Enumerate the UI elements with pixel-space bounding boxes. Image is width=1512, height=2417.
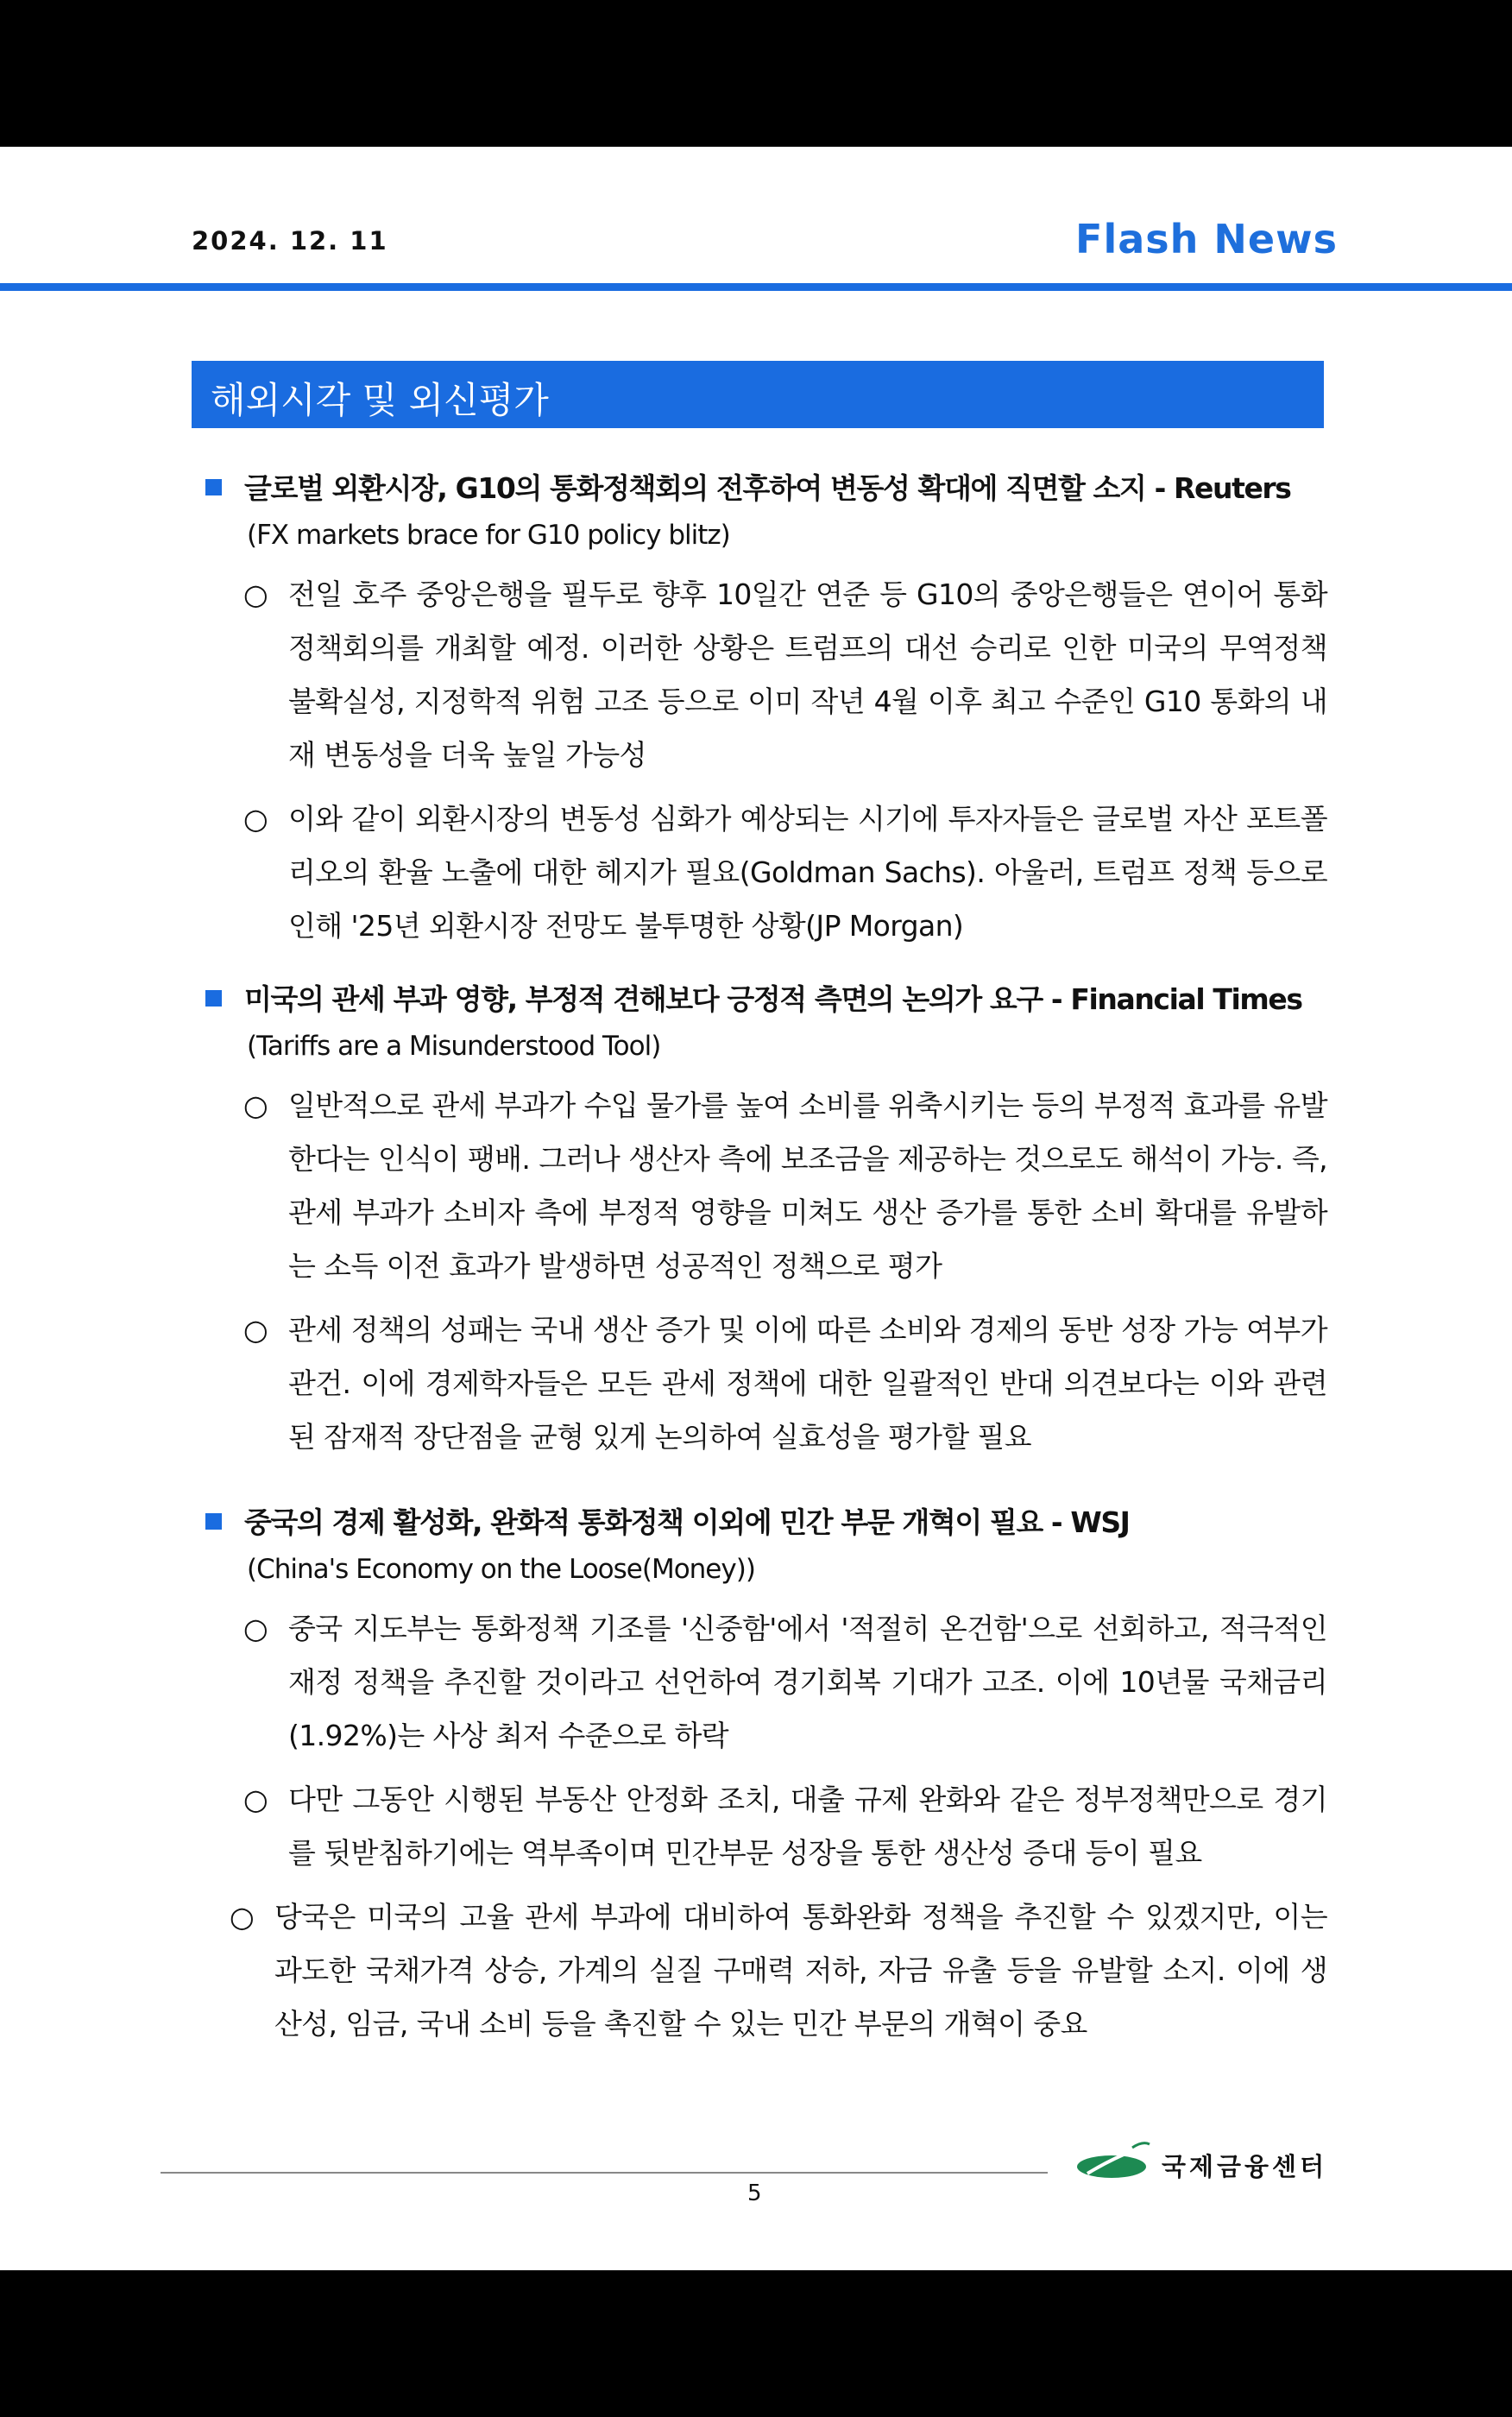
section-title: 해외시각 및 외신평가 [211, 379, 549, 421]
bullet-text: 당국은 미국의 고율 관세 부과에 대비하여 통화완화 정책을 추진할 수 있겠지만, 이는 과도한 국채가격 상승, 가계의 실질 구매력 저하, 자금 유출 등을 유발할 소지. 이에 생산성, 임금, 국내 소비 등을 촉진할 수 있는 민간 부문의 개혁이 중요 [274, 1900, 1327, 2041]
org-name: 국제금융센터 [1162, 2152, 1328, 2181]
bullet-item [243, 1079, 1327, 1293]
square-bullet-icon [205, 1513, 222, 1530]
bullet-text: 중국 지도부는 통화정책 기조를 '신중함'에서 '적절히 온건함'으로 선회하고, 적극적인 재정 정책을 추진할 것이라고 선언하여 경기회복 기대가 고조. 이에 10년물 국채금리(1.92%)는 사상 최저 수준으로 하락 [288, 1612, 1327, 1752]
topic-headline: 글로벌 외환시장, G10의 통화정책회의 전후하여 변동성 확대에 직면할 소지 - Reuters [205, 466, 1291, 507]
bullet-text: 다만 그동안 시행된 부동산 안정화 조치, 대출 규제 완화와 같은 정부정책만으로 경기를 뒷받침하기에는 역부족이며 민간부문 성장을 통한 생산성 증대 등이 필요 [288, 1783, 1327, 1870]
bullet-text: 전일 호주 중앙은행을 필두로 향후 10일간 연준 등 G10의 중앙은행들은 연이어 통화정책회의를 개최할 예정. 이러한 상황은 트럼프의 대선 승리로 인한 미국의 무역정책 불확실성, 지정학적 위험 고조 등으로 이미 작년 4월 이후 최고 수준인 G10 통화의 내재 변동성을 더욱 높일 가능성 [288, 577, 1327, 772]
topic-subtitle: (China's Economy on the Loose(Money)) [247, 1554, 755, 1585]
circle-bullet-icon: ○ [243, 1783, 268, 1816]
section-header [192, 361, 1324, 428]
document-page [0, 147, 1512, 2270]
topic-headline: 중국의 경제 활성화, 완화적 통화정책 이외에 민간 부문 개혁이 필요 - WSJ [205, 1500, 1130, 1541]
circle-bullet-icon: ○ [243, 1612, 268, 1645]
bullet-item [243, 1773, 1327, 1880]
bullet-item [243, 1602, 1327, 1763]
circle-bullet-icon: ○ [243, 577, 268, 611]
square-bullet-icon [205, 990, 222, 1007]
bullet-text: 관세 정책의 성패는 국내 생산 증가 및 이에 따른 소비와 경제의 동반 성장 가능 여부가 관건. 이에 경제학자들은 모든 관세 정책에 대한 일괄적인 반대 의견보다는 이와 관련된 잠재적 장단점을 균형 있게 논의하여 실효성을 평가할 필요 [288, 1313, 1327, 1454]
kcif-logo-icon [1075, 2139, 1153, 2182]
bullet-item [243, 792, 1327, 953]
circle-bullet-icon: ○ [243, 1089, 268, 1122]
bullet-text: 이와 같이 외환시장의 변동성 심화가 예상되는 시기에 투자자들은 글로벌 자산 포트폴리오의 환율 노출에 대한 헤지가 필요(Goldman Sachs). 아울러, 트럼프 정책 등으로 인해 '25년 외환시장 전망도 불투명한 상황(JP Morgan) [288, 802, 1327, 943]
circle-bullet-icon: ○ [243, 802, 268, 836]
bullet-text: 일반적으로 관세 부과가 수입 물가를 높여 소비를 위축시키는 등의 부정적 효과를 유발한다는 인식이 팽배. 그러나 생산자 측에 보조금을 제공하는 것으로도 해석이 가능. 즉, 관세 부과가 소비자 측에 부정적 영향을 미쳐도 생산 증가를 통한 소비 확대를 유발하는 소득 이전 효과가 발생하면 성공적인 정책으로 평가 [288, 1089, 1327, 1283]
topic-headline: 미국의 관세 부과 영향, 부정적 견해보다 긍정적 측면의 논의가 요구 - Financial Times [205, 977, 1302, 1018]
footer-rule [161, 2172, 1048, 2174]
circle-bullet-icon: ○ [230, 1900, 255, 1934]
bullet-item [243, 1303, 1327, 1464]
circle-bullet-icon: ○ [243, 1313, 268, 1347]
topic-subtitle: (Tariffs are a Misunderstood Tool) [247, 1031, 661, 1062]
report-title: Flash News [1075, 216, 1338, 262]
report-date: 2024. 12. 11 [192, 226, 388, 256]
topic-subtitle: (FX markets brace for G10 policy blitz) [247, 520, 730, 551]
bullet-item [230, 1890, 1327, 2051]
square-bullet-icon [205, 479, 222, 495]
page-number: 5 [747, 2180, 762, 2206]
header-rule [0, 283, 1512, 291]
bullet-item [243, 568, 1327, 782]
